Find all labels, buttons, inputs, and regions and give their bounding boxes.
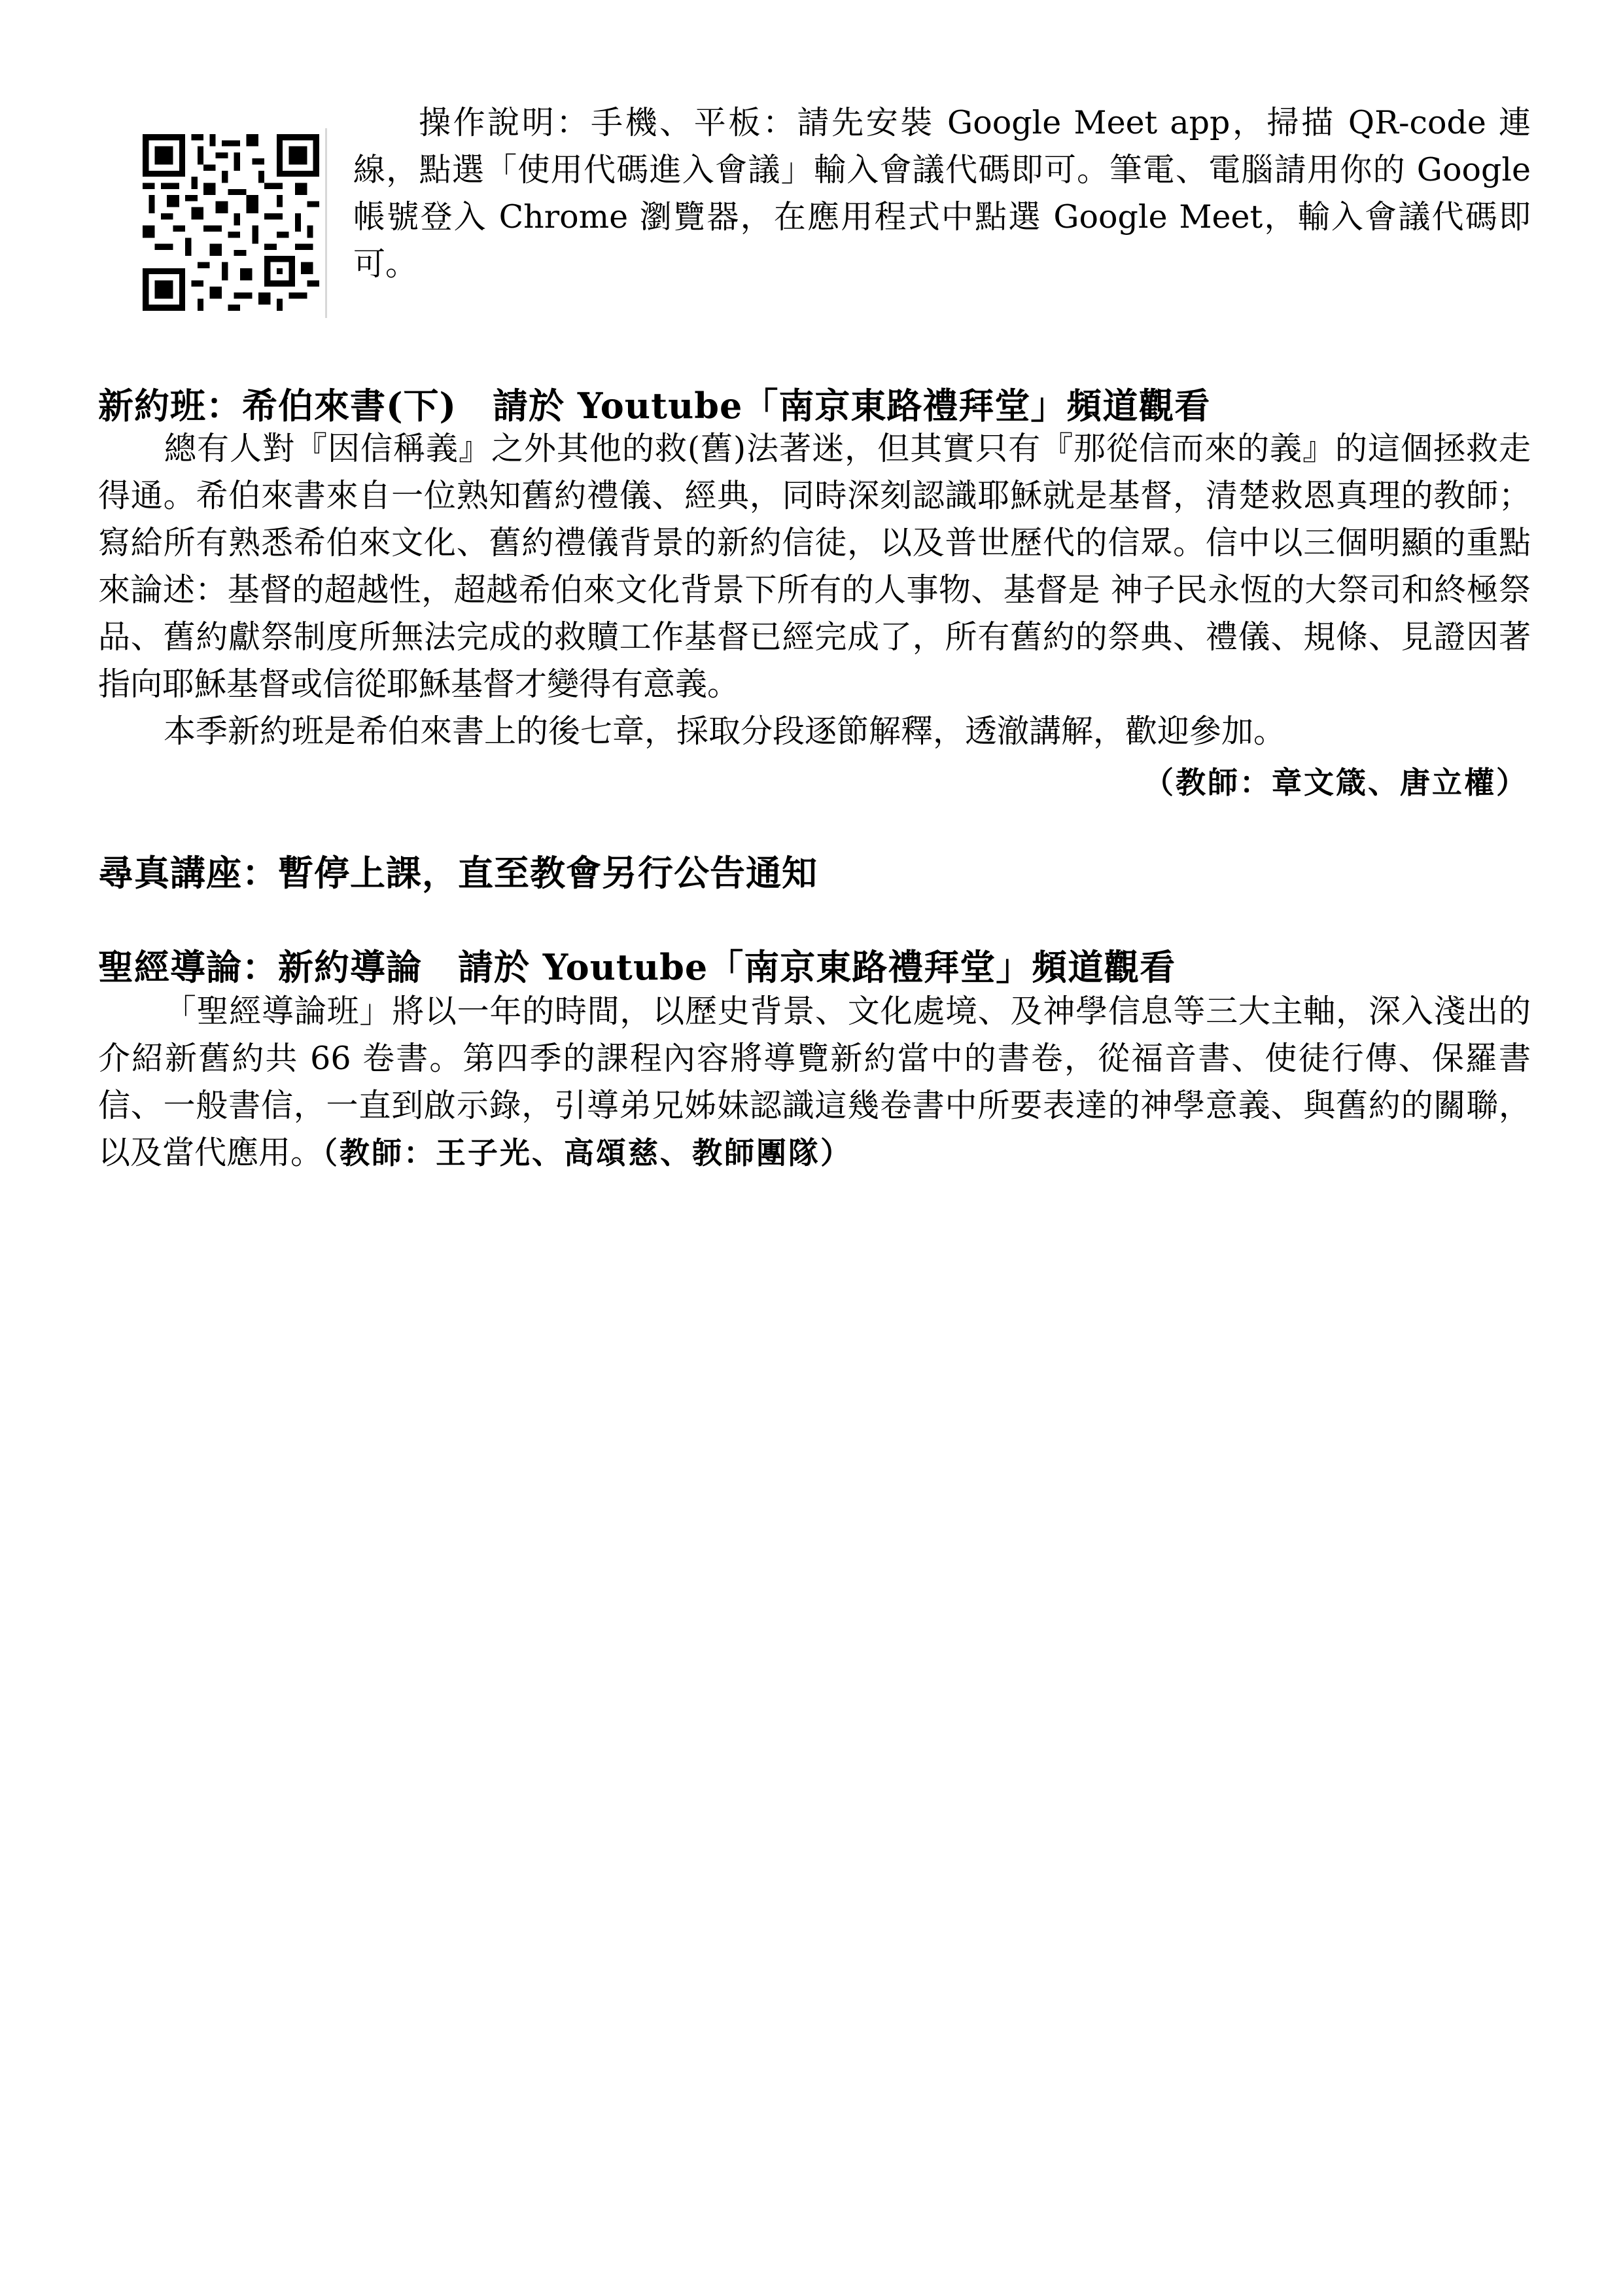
truth-seeking-lecture-title: 尋真講座：暫停上課，直至教會另行公告通知 [98, 852, 818, 894]
new-testament-class-title: 新約班：希伯來書(下) 請於 Youtube「南京東路禮拜堂」頻道觀看 [98, 385, 1211, 427]
instructions-text: 操作說明：手機、平板：請先安裝 Google Meet app，掃描 QR-code 連線，點選「使用代碼進入會議」輸入會議代碼即可。筆電、電腦請用你的 Google 帳號登入 Chrome 瀏覽器，在應用程式中點選 Google Meet，輸入會議代碼即可。 [353, 104, 1531, 283]
new-testament-class-teachers: （教師：章文箴、唐立權） [1143, 765, 1528, 800]
qr-divider [325, 128, 327, 318]
bible-introduction-paragraph [98, 988, 1531, 1176]
paragraph-1-text: 總有人對『因信稱義』之外其他的救(舊)法著迷，但其實只有『那從信而來的義』的這個拯救走得通。希伯來書來自一位熟知舊約禮儀、經典，同時深刻認識耶穌就是基督，清楚救恩真理的教師；寫給所有熟悉希伯來文化、舊約禮儀背景的新約信徒，以及普世歷代的信眾。信中以三個明顯的重點來論述：基督的超越性，超越希伯來文化背景下所有的人事物、基督是 神子民永恆的大祭司和終極祭品、舊約獻祭制度所無法完成的救贖工作基督已經完成了，所有舊約的祭典、禮儀、規條、見證因著指向耶穌基督或信從耶穌基督才變得有意義。 [98, 430, 1531, 703]
bible-introduction-teachers: （教師：王子光、高頌慈、教師團隊） [323, 1135, 853, 1171]
instructions-indent [353, 104, 419, 141]
bible-introduction-text: 「聖經導論班」將以一年的時間，以歷史背景、文化處境、及神學信息等三大主軸，深入淺出的介紹新舊約共 66 卷書。第四季的課程內容將導覽新約當中的書卷，從福音書、使徒行傳、保羅書信、一般書信，一直到啟示錄，引導弟兄姊妹認識這幾卷書中所要表達的神學意義、與舊約的關聯，以及當代應用。 [98, 993, 1531, 1171]
new-testament-class-paragraph-2 [98, 708, 1531, 755]
qr-code-icon[interactable] [143, 134, 319, 311]
new-testament-class-paragraph-1 [98, 425, 1531, 708]
paragraph-2-text: 本季新約班是希伯來書上的後七章，採取分段逐節解釋，透澈講解，歡迎參加。 [164, 713, 1286, 750]
qr-code-graphic [143, 134, 319, 311]
meeting-instructions [353, 99, 1531, 288]
bible-introduction-title: 聖經導論：新約導論 請於 Youtube「南京東路禮拜堂」頻道觀看 [98, 946, 1176, 988]
